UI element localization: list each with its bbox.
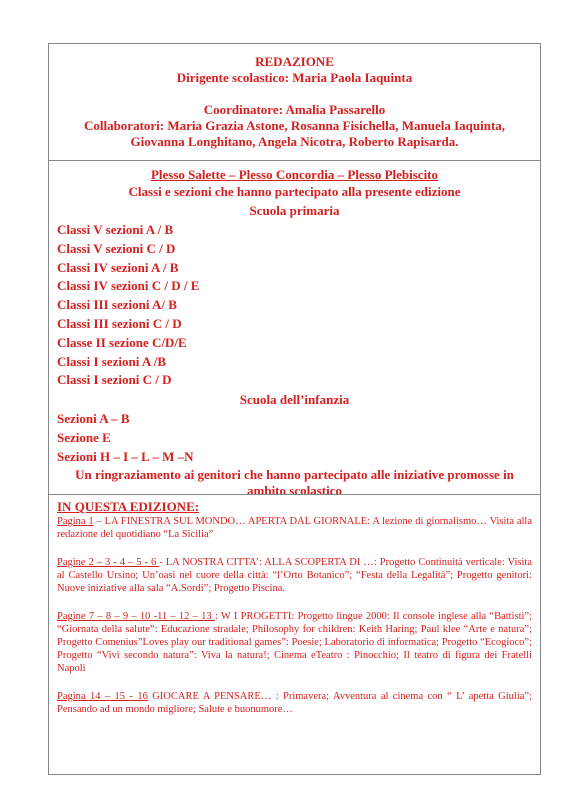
coordinatore-line: Coordinatore: Amalia Passarello [203, 102, 386, 117]
section-item: Sezioni A – B [57, 411, 130, 427]
plessi-title: Plesso Salette – Plesso Concordia – Plesso Plebiscito [150, 167, 439, 182]
dirigente-line: Dirigente scolastico: Maria Paola Iaquinta [176, 70, 413, 85]
class-item: Classe II sezione C/D/E [57, 334, 187, 350]
edition-item-pages: Pagina 14 – 15 - 16 [57, 691, 148, 702]
edizione-title: IN QUESTA EDIZIONE: [57, 499, 200, 514]
plessi-section [49, 160, 540, 498]
section-item: Sezioni H – I – L – M –N [57, 448, 194, 464]
edition-item-text: – LA FINESTRA SUL MONDO… APERTA DAL GIORNALE: A lezione di giornalismo… Visita alla redazione del quotidiano “La Sicilia” [57, 516, 532, 540]
collaboratori-line-1: Collaboratori: Maria Grazia Astone, Rosanna Fisichella, Manuela Iaquinta, [83, 118, 506, 133]
class-item: Classi III sezioni C / D [57, 315, 182, 331]
section-item: Sezione E [57, 429, 111, 445]
document-frame [48, 43, 541, 775]
class-item: Classi I sezioni A /B [57, 353, 167, 369]
thanks-line-2: ambito scolastico [247, 482, 342, 498]
edizione-section [49, 494, 540, 774]
infanzia-list [49, 410, 540, 466]
class-item: Classi IV sezioni C / D / E [57, 278, 200, 294]
edition-item [49, 610, 540, 675]
thanks-line-1: Un ringraziamento ai genitori che hanno partecipato alle iniziative promosse in [75, 466, 514, 482]
collaboratori-line-2: Giovanna Longhitano, Angela Nicotra, Roberto Rapisarda. [130, 134, 459, 149]
class-item: Classi III sezioni A/ B [57, 297, 177, 313]
class-item: Classi V sezioni A / B [57, 222, 174, 237]
plessi-subtitle: Classi e sezioni che hanno partecipato alla presente edizione [128, 184, 461, 199]
edition-item-text: : W I PROGETTI: Progetto lingue 2000: Il console inglese alla “Battisti”; “Giornata della salute”: Educazione stradale; Philosophy for children: Keith Haring; Paul klee “Arte e natura”; Progetto Comenius”Loves play our traditional games”: Poesie; Laboratorio di informatica; Progetto “Ecogioco”; Progetto “Vivi secondo natura”: Viva la natura!; Cinema eTeatro : Pinocchio; Il teatro di figura dei Fratelli Napoli [57, 611, 532, 674]
edition-item-pages: Pagine 2 – 3 - 4 – 5 - 6 [57, 557, 160, 568]
class-item: Classi I sezioni C / D [57, 372, 172, 388]
class-item: Classi V sezioni C / D [57, 240, 176, 256]
edition-item [49, 556, 540, 595]
edition-item-pages: Pagina 1 [57, 516, 94, 527]
edition-item-pages: Pagine 7 – 8 – 9 – 10 -11 – 12 – 13 [57, 611, 215, 622]
edition-item-text: - LA NOSTRA CITTA’: ALLA SCOPERTA DI …: Progetto Continuità verticale: Visita al Castello Ursino; Un’oasi nel cuore della città: “l’Orto Botanico”; “Festa della Legalità”; Progetto genitori: Nuove iniziative alla sala “A.Sordi”; Progetto Piscina. [57, 557, 532, 594]
primaria-list [49, 221, 540, 390]
infanzia-heading: Scuola dell’infanzia [239, 392, 350, 408]
edition-item-text: GIOCARE A PENSARE… : Primavera; Avventura al cinema con “ L’ apetta Giulia”; Pensando ad un mondo migliore; Salute e buonumore… [57, 691, 532, 715]
primaria-heading: Scuola primaria [249, 203, 340, 218]
edition-item [49, 515, 540, 541]
class-item: Classi IV sezioni A / B [57, 259, 179, 275]
redazione-title: REDAZIONE [255, 54, 334, 69]
edition-item [49, 690, 540, 716]
redazione-section [49, 44, 540, 160]
